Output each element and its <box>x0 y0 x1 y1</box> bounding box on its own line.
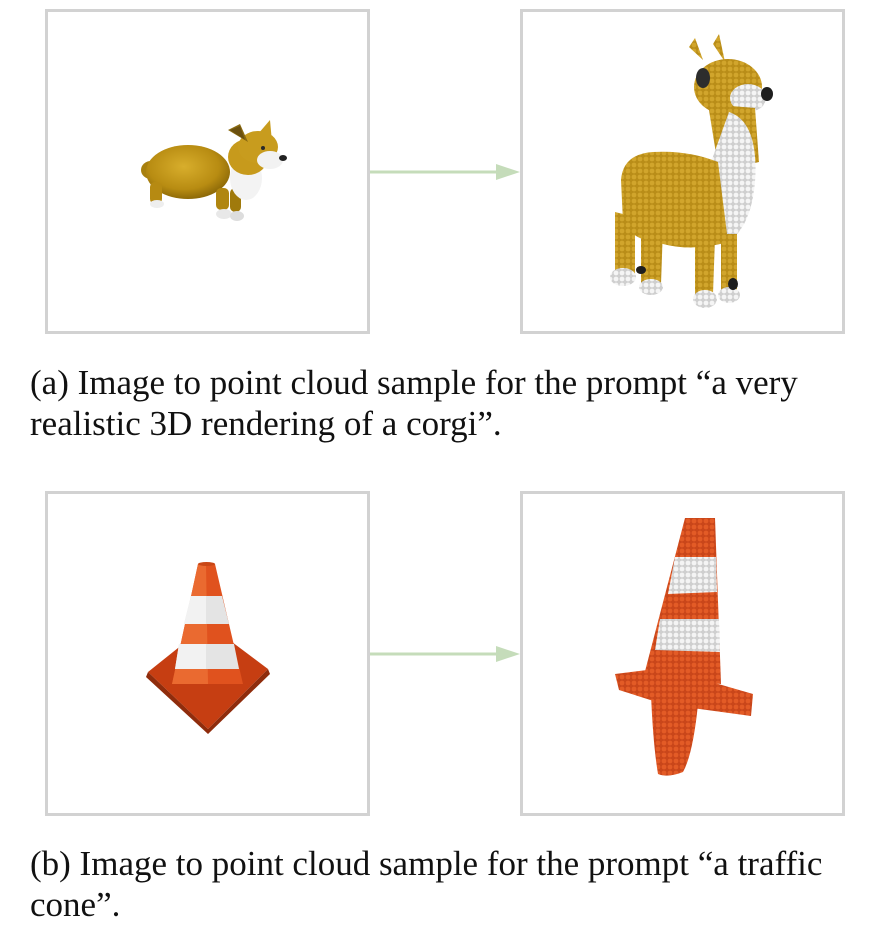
corgi-input-image <box>45 9 370 334</box>
corgi-output-image <box>520 9 845 334</box>
corgi-point-cloud <box>523 12 842 331</box>
arrow-right-icon <box>368 162 528 182</box>
traffic-cone-rendering <box>48 494 367 813</box>
caption-b: (b) Image to point cloud sample for the prompt “a traffic cone”. <box>30 844 823 924</box>
cone-input-image <box>45 491 370 816</box>
corgi-rendering <box>48 12 367 331</box>
traffic-cone-point-cloud <box>523 494 842 813</box>
caption-a: (a) Image to point cloud sample for the prompt “a very realistic 3D rendering of a corgi”. <box>30 363 798 443</box>
cone-output-image <box>520 491 845 816</box>
arrow-right-icon <box>368 644 528 664</box>
